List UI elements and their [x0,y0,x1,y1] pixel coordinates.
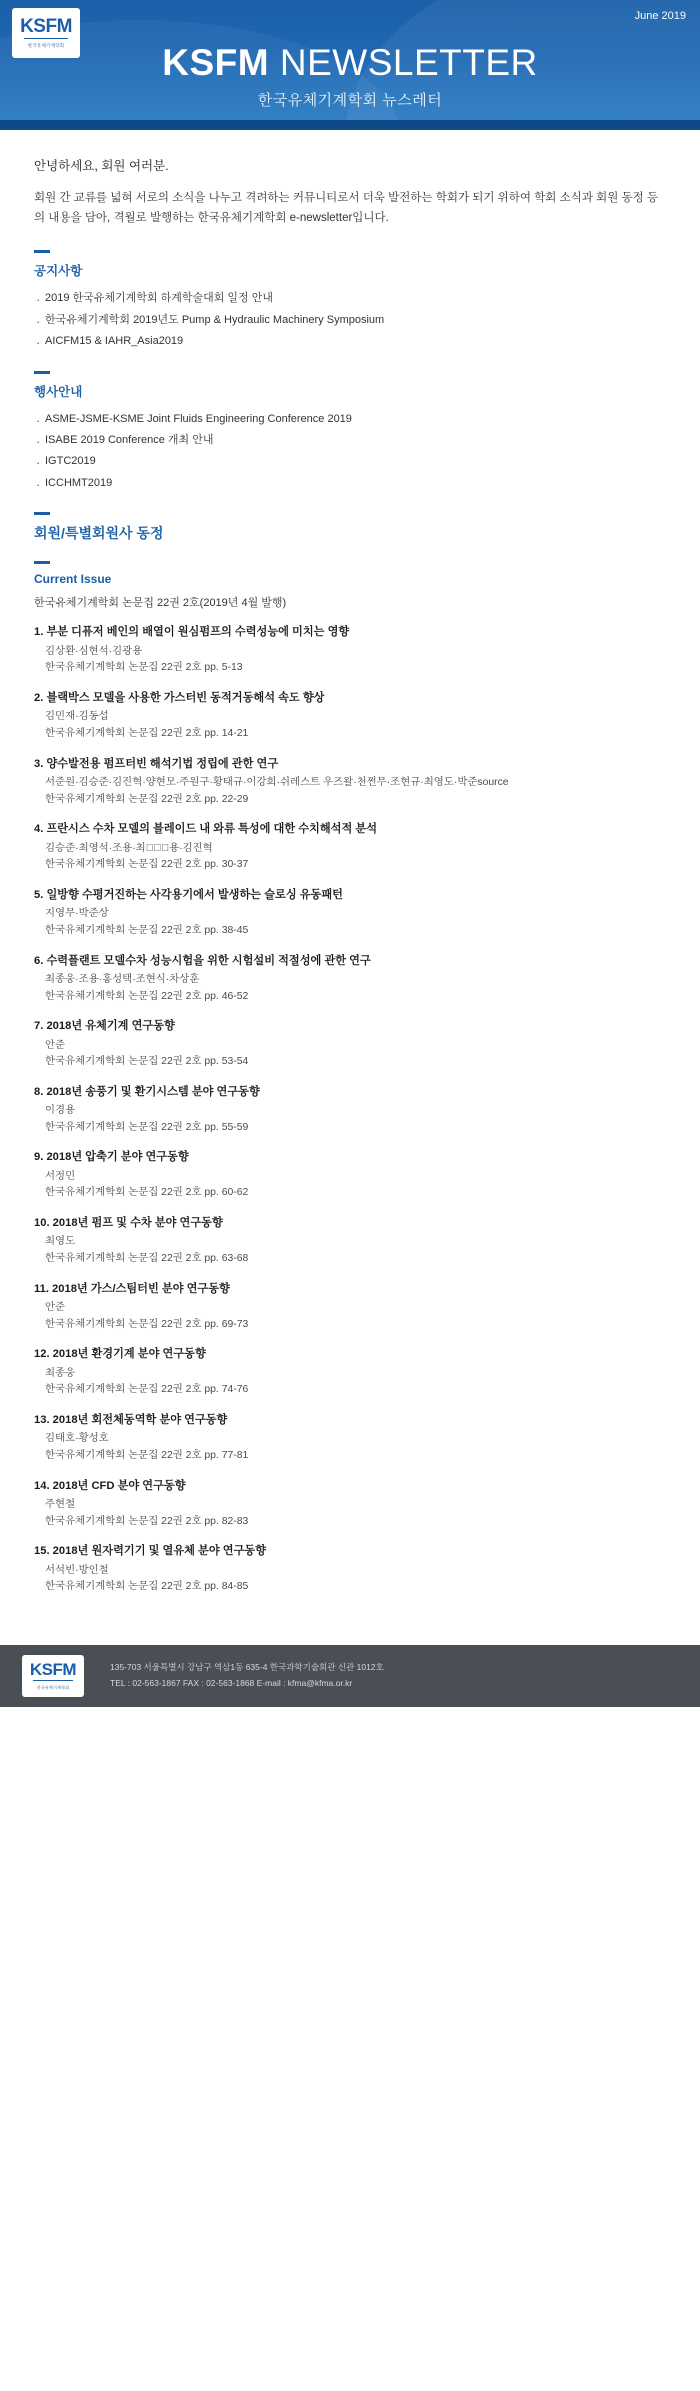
notices-list [34,288,666,352]
events-list [34,409,666,495]
intro-body: 회원 간 교류를 넓혀 서로의 소식을 나누고 격려하는 커뮤니티로서 더욱 발전하는 학회가 되기 위하여 학회 소식과 회원 동정 등의 내용을 담아, 격월로 발행하는 한국유체기계학회 e-newsletter입니다. [34,192,659,225]
section-rule-members [34,512,50,515]
section-rule-current-issue [34,561,50,564]
footer-logo-mark-text: KSFM [29,1660,77,1680]
page-title [0,44,700,83]
list-item[interactable] [34,1478,666,1531]
article-title: 9. 2018년 압축기 분야 연구동향 [34,1151,189,1164]
article-citation: 한국유체기계학회 논문집 22권 2호 pp. 69-73 [45,1318,249,1330]
footer-logo-divider [33,1680,73,1681]
list-item[interactable] [34,1543,666,1596]
list-item[interactable]: · ASME-JSME-KSME Joint Fluids Engineering Conference 2019 [34,409,666,430]
issue-date: June 2019 [634,10,686,22]
article-title: 15. 2018년 원자력기기 및 열유체 분야 연구동향 [34,1545,267,1558]
list-item[interactable] [34,1149,666,1202]
article-title: 6. 수력플랜트 모델수차 성능시험을 위한 시험설비 적절성에 관한 연구 [34,954,371,967]
list-item[interactable] [34,624,666,677]
list-item[interactable] [34,1412,666,1465]
footer-address: 135-703 서울특별시 강남구 역삼1동 635-4 한국과학기술회관 신관 1012호 [110,1662,384,1673]
section-title-events: 행사안내 [34,384,83,399]
header-title-block [0,44,700,110]
article-title: 8. 2018년 송풍기 및 환기시스템 분야 연구동향 [34,1085,260,1098]
article-citation: 한국유체기계학회 논문집 22권 2호 pp. 22-29 [45,793,249,805]
list-item[interactable] [34,953,666,1006]
article-authors: 이경용 [45,1105,76,1117]
article-authors: 최종웅 [45,1367,76,1379]
footer-ksfm-logo [22,1655,84,1697]
logo-divider [24,38,68,39]
list-item[interactable] [34,1346,666,1399]
article-citation: 한국유체기계학회 논문집 22권 2호 pp. 53-54 [45,1056,249,1068]
article-authors: 주현철 [45,1499,76,1510]
article-authors: 김승준·최영석·조용·최종ُُ용·김진혁 [45,842,213,854]
current-issue-meta: 한국유체기계학회 논문집 22권 2호(2019년 4월 발행) [34,597,287,610]
logo-mark-text: KSFM [20,16,72,38]
article-citation: 한국유체기계학회 논문집 22권 2호 pp. 60-62 [45,1187,249,1199]
article-authors: 김민재·김동섭 [45,711,109,723]
article-authors: 안준 [45,1039,66,1051]
article-title: 3. 양수발전용 펌프터빈 해석기법 정립에 관한 연구 [34,757,279,770]
list-item[interactable] [34,690,666,743]
page-title-bold: KSFM [162,42,270,83]
page-subtitle: 한국유체기계학회 뉴스레터 [257,91,443,109]
article-citation: 한국유체기계학회 논문집 22권 2호 pp. 84-85 [45,1581,249,1593]
newsletter-content [0,130,700,1619]
article-citation: 한국유체기계학회 논문집 22권 2호 pp. 46-52 [45,990,249,1002]
article-title: 13. 2018년 회전체동역학 분야 연구동향 [34,1414,228,1426]
article-title: 2. 블랙박스 모델을 사용한 가스터빈 동적거동해석 속도 향상 [34,691,325,704]
list-item[interactable]: · 한국유체기계학회 2019년도 Pump & Hydraulic Machinery Symposium [34,310,666,331]
intro-greeting: 안녕하세요, 회원 여러분. [34,159,169,173]
section-rule-events [34,371,50,374]
article-title: 12. 2018년 환경기계 분야 연구동향 [34,1348,206,1361]
article-authors: 김태호·황성호 [45,1433,109,1445]
footer-logo-subtitle-text: 한국유체기계학회 [36,1685,70,1691]
list-item[interactable]: · ISABE 2019 Conference 개최 안내 [34,430,666,451]
article-citation: 한국유체기계학회 논문집 22권 2호 pp. 55-59 [45,1121,249,1133]
list-item[interactable] [34,1084,666,1137]
page-title-light: NEWSLETTER [269,42,538,83]
newsletter-header [0,0,700,130]
article-authors: 서준원·김승준·김진혁·양현모·주원구·황태규·이강희·쉬레스트 우즈왈·천쩐무·조현규·최영도·박준source [45,776,509,788]
article-citation: 한국유체기계학회 논문집 22권 2호 pp. 63-68 [45,1253,249,1265]
article-title: 4. 프란시스 수차 모델의 블레이드 내 와류 특성에 대한 수치해석적 분석 [34,823,378,836]
list-item[interactable]: · 2019 한국유체기계학회 하계학술대회 일정 안내 [34,288,666,309]
article-title: 1. 부분 디퓨저 베인의 배열이 원심펌프의 수력성능에 미치는 영향 [34,626,350,639]
list-item[interactable] [34,756,666,809]
list-item[interactable] [34,1215,666,1268]
list-item[interactable] [34,1281,666,1334]
article-citation: 한국유체기계학회 논문집 22권 2호 pp. 82-83 [45,1515,249,1527]
article-authors: 안준 [45,1302,66,1314]
section-title-current-issue: Current Issue [34,572,112,587]
article-citation: 한국유체기계학회 논문집 22권 2호 pp. 77-81 [45,1450,249,1461]
article-authors: 최종웅·조용·홍성택·조현식·차상훈 [45,973,200,985]
footer-contact-block [110,1660,384,1691]
logo-subtitle-text: 한국유체기계학회 [27,43,65,49]
article-title: 10. 2018년 펌프 및 수차 분야 연구동향 [34,1217,223,1230]
footer-contact: TEL : 02-563-1867 FAX : 02-563-1868 E-mail : kfma@kfma.or.kr [110,1677,353,1688]
article-authors: 서정민 [45,1170,76,1182]
newsletter-footer [0,1645,700,1707]
list-item[interactable] [34,821,666,874]
article-citation: 한국유체기계학회 논문집 22권 2호 pp. 38-45 [45,924,249,936]
article-citation: 한국유체기계학회 논문집 22권 2호 pp. 30-37 [45,859,249,871]
article-authors: 김상환·심현석·김광용 [45,645,143,657]
section-rule-notices [34,250,50,253]
article-title: 5. 일방향 수평거진하는 사각용기에서 발생하는 슬로싱 유동패턴 [34,888,343,901]
article-title: 14. 2018년 CFD 분야 연구동향 [34,1479,186,1492]
article-title: 7. 2018년 유체기계 연구동향 [34,1020,175,1033]
article-authors: 최영도 [45,1236,76,1248]
list-item[interactable] [34,1018,666,1071]
article-citation: 한국유체기계학회 논문집 22권 2호 pp. 74-76 [45,1384,249,1396]
section-title-members: 회원/특별회원사 동정 [34,525,164,542]
list-item[interactable]: · IGTC2019 [34,451,666,472]
article-list [34,624,666,1596]
list-item[interactable]: · AICFM15 & IAHR_Asia2019 [34,331,666,352]
article-citation: 한국유체기계학회 논문집 22권 2호 pp. 14-21 [45,727,249,739]
section-title-notices: 공지사항 [34,264,83,279]
article-title: 11. 2018년 가스/스팀터빈 분야 연구동향 [34,1282,230,1295]
article-authors: 서석빈·방인철 [45,1564,109,1576]
list-item[interactable] [34,887,666,940]
article-authors: 지영무·박준상 [45,908,109,920]
list-item[interactable]: · ICCHMT2019 [34,473,666,494]
article-citation: 한국유체기계학회 논문집 22권 2호 pp. 5-13 [45,662,243,674]
